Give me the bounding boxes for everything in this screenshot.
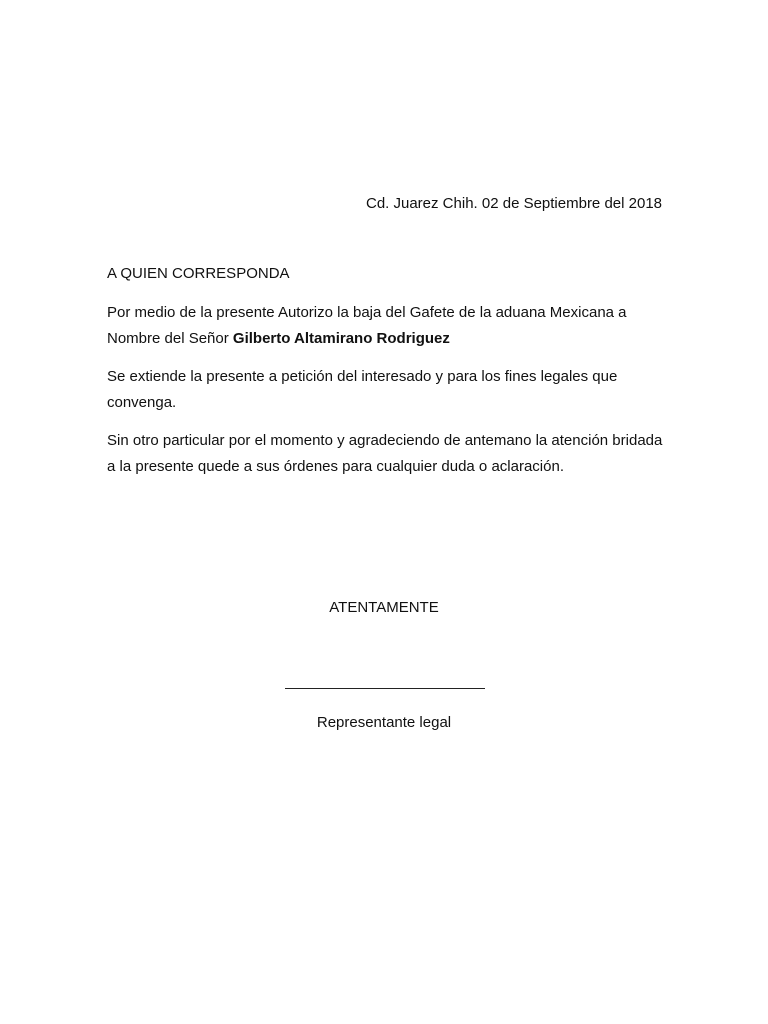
paragraph-authorization (107, 300, 667, 352)
paragraph-authorization-text: Por medio de la presente Autorizo la baja del Gafete de la aduana Mexicana a Nombre del Señor (107, 304, 627, 347)
paragraph-purpose: Se extiende la presente a petición del interesado y para los fines legales que convenga. (107, 368, 618, 411)
signer-title: Representante legal (316, 714, 452, 731)
paragraph-closing-remarks: Sin otro particular por el momento y agradeciendo de antemano la atención bridada a la presente quede a sus órdenes para cualquier duda o aclaración. (107, 432, 663, 475)
signature-line (285, 688, 485, 689)
closing: ATENTAMENTE (329, 599, 439, 616)
place-date: Cd. Juarez Chih. 02 de Septiembre del 2018 (365, 195, 662, 212)
salutation: A QUIEN CORRESPONDA (107, 265, 290, 282)
person-name: Gilberto Altamirano Rodriguez (232, 330, 450, 347)
